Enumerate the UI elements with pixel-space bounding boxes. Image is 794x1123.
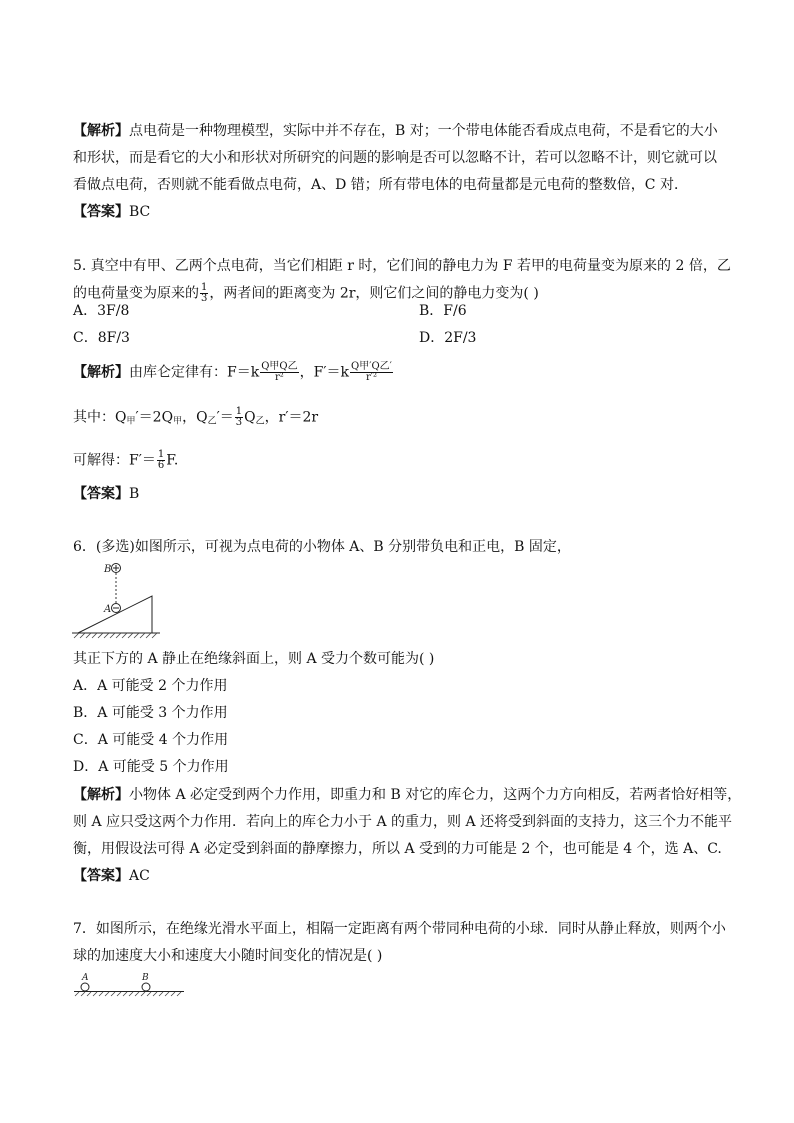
q7-balls-figure — [72, 970, 188, 1000]
q4-analysis-line-1 — [73, 122, 718, 140]
stem-text: 的电荷量变为原来的 — [73, 285, 199, 302]
analysis-label: 【解析】 — [73, 364, 129, 381]
answer-value: B — [129, 486, 140, 502]
ground-hatching — [74, 633, 157, 638]
q5-stem-line-1: 5. 真空中有甲、乙两个点电荷，当它们相距 r 时，它们间的静电力为 F 若甲的电荷量变为原来的 2 倍，乙 — [73, 258, 731, 274]
fraction-one-third — [235, 407, 243, 428]
subscript: 甲 — [173, 416, 183, 427]
ball-b — [142, 983, 150, 991]
fraction-denominator: r² — [275, 372, 284, 383]
subscript: 乙 — [207, 416, 217, 427]
text: 其中：Q — [73, 409, 127, 426]
q5-options-row-1 — [73, 302, 713, 320]
subscript: 乙 — [255, 416, 265, 427]
answer-value: BC — [129, 204, 151, 220]
fraction-denominator: 3 — [201, 293, 208, 304]
text: F. — [166, 452, 179, 469]
ball-a — [81, 983, 89, 991]
label-b: B — [142, 973, 149, 983]
q5-stem-line-2 — [73, 283, 539, 304]
label-a: A — [104, 604, 112, 615]
answer-label: 【答案】 — [73, 204, 129, 220]
q6-option-b: B．A 可能受 3 个力作用 — [73, 705, 228, 721]
fraction-one-third — [200, 283, 208, 304]
answer-value: AC — [129, 868, 150, 884]
fraction-numerator: 1 — [235, 406, 243, 417]
option-d: D．2F/3 — [419, 330, 477, 346]
fraction-numerator: Q甲′Q乙′ — [351, 361, 392, 372]
answer-label: 【答案】 — [73, 868, 129, 884]
fraction-numerator: 1 — [201, 282, 208, 293]
text: Q — [244, 409, 256, 426]
q6-analysis-line-3: 衡，用假设法可得 A 必定受到斜面的静摩擦力，所以 A 受到的力可能是 2 个，也可能是 4 个，选 A、C. — [73, 841, 722, 857]
analysis-text: 小物体 A 必定受到两个力作用，即重力和 B 对它的库仑力，这两个力方向相反，若两者恰好相等， — [129, 787, 742, 803]
q7-stem-line-1: 7．如图所示，在绝缘光滑水平面上，相隔一定距离有两个带同种电荷的小球．同时从静止释放，则两个小 — [73, 921, 726, 937]
fraction-coulomb-original — [260, 362, 298, 383]
q6-option-d: D．A 可能受 5 个力作用 — [73, 759, 229, 775]
label-b: B — [104, 564, 112, 575]
text: ′＝ — [216, 409, 234, 426]
analysis-text: 点电荷是一种物理模型，实际中并不存在，B 对；一个带电体能否看成点电荷，不是看它的大小 — [129, 123, 718, 139]
fraction-numerator: 1 — [157, 449, 165, 460]
fraction-numerator: Q甲Q乙 — [261, 361, 298, 372]
label-a: A — [82, 973, 89, 983]
q6-answer — [73, 867, 150, 885]
q4-answer — [73, 203, 150, 221]
text: 可解得：F′＝ — [73, 452, 156, 469]
text: ′＝2Q — [135, 409, 174, 426]
q5-answer — [73, 485, 139, 503]
q4-analysis-line-2: 和形状，而是看它的大小和形状对所研究的问题的影响是否可以忽略不计，若可以忽略不计，则它就可以 — [73, 150, 717, 166]
fraction-denominator: r′² — [365, 372, 377, 383]
law-text: ，F′＝k — [299, 364, 349, 381]
q6-option-c: C．A 可能受 4 个力作用 — [73, 732, 229, 748]
fraction-one-sixth — [157, 450, 165, 471]
q4-analysis-line-3: 看做点电荷，否则就不能看做点电荷，A、D 错；所有带电体的电荷量都是元电荷的整数倍，C 对． — [73, 177, 688, 193]
option-a: A．3F/8 — [73, 303, 130, 319]
incline-triangle — [78, 596, 152, 633]
q5-result-line — [73, 450, 178, 471]
stem-text: ，两者间的距离变为 2r，则它们之间的静电力变为( ) — [209, 285, 539, 302]
fraction-coulomb-new — [350, 362, 393, 383]
q5-where-line — [73, 407, 318, 431]
q5-analysis-law — [73, 362, 394, 383]
ground-hatching — [75, 992, 181, 996]
q6-stem-line-2: 其正下方的 A 静止在绝缘斜面上，则 A 受力个数可能为( ) — [73, 651, 435, 667]
subscript: 甲 — [126, 416, 136, 427]
fraction-denominator: 6 — [157, 460, 165, 471]
law-text: 由库仑定律有：F＝k — [129, 364, 260, 381]
q7-stem-line-2: 球的加速度大小和速度大小随时间变化的情况是( ) — [73, 948, 383, 964]
q6-analysis-line-1 — [73, 786, 741, 804]
fraction-denominator: 3 — [235, 417, 243, 428]
text: ，r′＝2r — [264, 409, 319, 426]
analysis-label: 【解析】 — [73, 787, 129, 803]
analysis-label: 【解析】 — [73, 123, 129, 139]
q6-incline-figure — [70, 560, 170, 642]
q6-stem-line-1: 6．(多选)如图所示，可视为点电荷的小物体 A、B 分别带负电和正电，B 固定， — [73, 539, 571, 555]
option-c: C．8F/3 — [73, 330, 130, 346]
q5-options-row-2 — [73, 329, 713, 347]
text: ，Q — [182, 409, 208, 426]
answer-label: 【答案】 — [73, 486, 129, 502]
q6-analysis-line-2: 则 A 应只受这两个力作用．若向上的库仑力小于 A 的重力，则 A 还将受到斜面的支持力，这三个力不能平 — [73, 814, 733, 830]
q6-option-a: A．A 可能受 2 个力作用 — [73, 678, 228, 694]
option-b: B．F/6 — [419, 303, 467, 319]
